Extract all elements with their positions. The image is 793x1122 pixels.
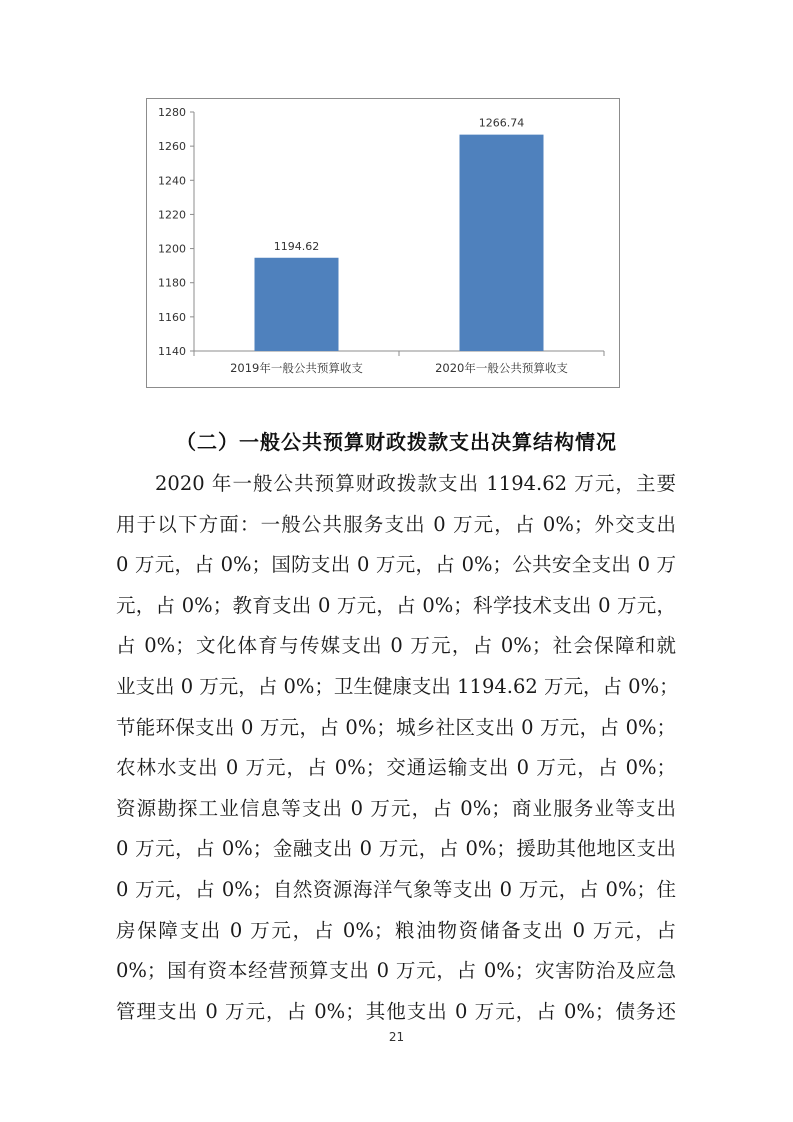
x-category-label: 2019年一般公共预算收支 xyxy=(230,361,363,375)
bar xyxy=(255,258,339,351)
bar-data-label: 1194.62 xyxy=(273,239,320,253)
y-tick-label: 1220 xyxy=(158,208,186,222)
paragraph-line: 0%；国有资本经营预算支出 0 万元，占 0%；灾害防治及应急 xyxy=(116,959,676,983)
y-tick-label: 1200 xyxy=(158,242,186,256)
page-number: 21 xyxy=(388,1030,405,1044)
y-tick-label: 1180 xyxy=(158,276,186,290)
bar xyxy=(460,135,544,351)
paragraph-line: 管理支出 0 万元，占 0%；其他支出 0 万元，占 0%；债务还 xyxy=(116,999,676,1023)
paragraph-line: 0 万元，占 0%；国防支出 0 万元，占 0%；公共安全支出 0 万 xyxy=(116,553,676,577)
y-tick-label: 1240 xyxy=(158,174,186,188)
y-tick-label: 1160 xyxy=(158,310,186,324)
y-tick-label: 1280 xyxy=(158,106,186,119)
paragraph-line: 节能环保支出 0 万元，占 0%；城乡社区支出 0 万元，占 0%； xyxy=(116,715,676,739)
y-tick-label: 1260 xyxy=(158,140,186,154)
paragraph-line: 占 0%；文化体育与传媒支出 0 万元，占 0%；社会保障和就 xyxy=(116,634,676,658)
y-tick-label: 1140 xyxy=(158,345,186,358)
paragraph-line: 农林水支出 0 万元，占 0%；交通运输支出 0 万元，占 0%； xyxy=(116,756,676,780)
paragraph-line: 房保障支出 0 万元，占 0%；粮油物资储备支出 0 万元，占 xyxy=(116,918,676,942)
paragraph-line: 用于以下方面：一般公共服务支出 0 万元，占 0%；外交支出 xyxy=(116,512,676,536)
paragraph-line: 2020 年一般公共预算财政拨款支出 1194.62 万元，主要 xyxy=(155,472,676,495)
paragraph-line: 业支出 0 万元，占 0%；卫生健康支出 1194.62 万元，占 0%； xyxy=(116,674,679,698)
section-heading: （二）一般公共预算财政拨款支出决算结构情况 xyxy=(176,430,617,454)
paragraph-line: 资源勘探工业信息等支出 0 万元，占 0%；商业服务业等支出 xyxy=(116,796,676,820)
bar-chart xyxy=(146,98,620,388)
paragraph-line: 0 万元，占 0%；金融支出 0 万元，占 0%；援助其他地区支出 xyxy=(116,837,676,861)
paragraph-line: 元，占 0%；教育支出 0 万元，占 0%；科学技术支出 0 万元， xyxy=(116,593,676,617)
bar-data-label: 1266.74 xyxy=(478,116,525,130)
x-category-label: 2020年一般公共预算收支 xyxy=(435,361,568,375)
body-paragraph xyxy=(116,464,679,1032)
paragraph-line: 0 万元，占 0%；自然资源海洋气象等支出 0 万元，占 0%；住 xyxy=(116,877,676,901)
